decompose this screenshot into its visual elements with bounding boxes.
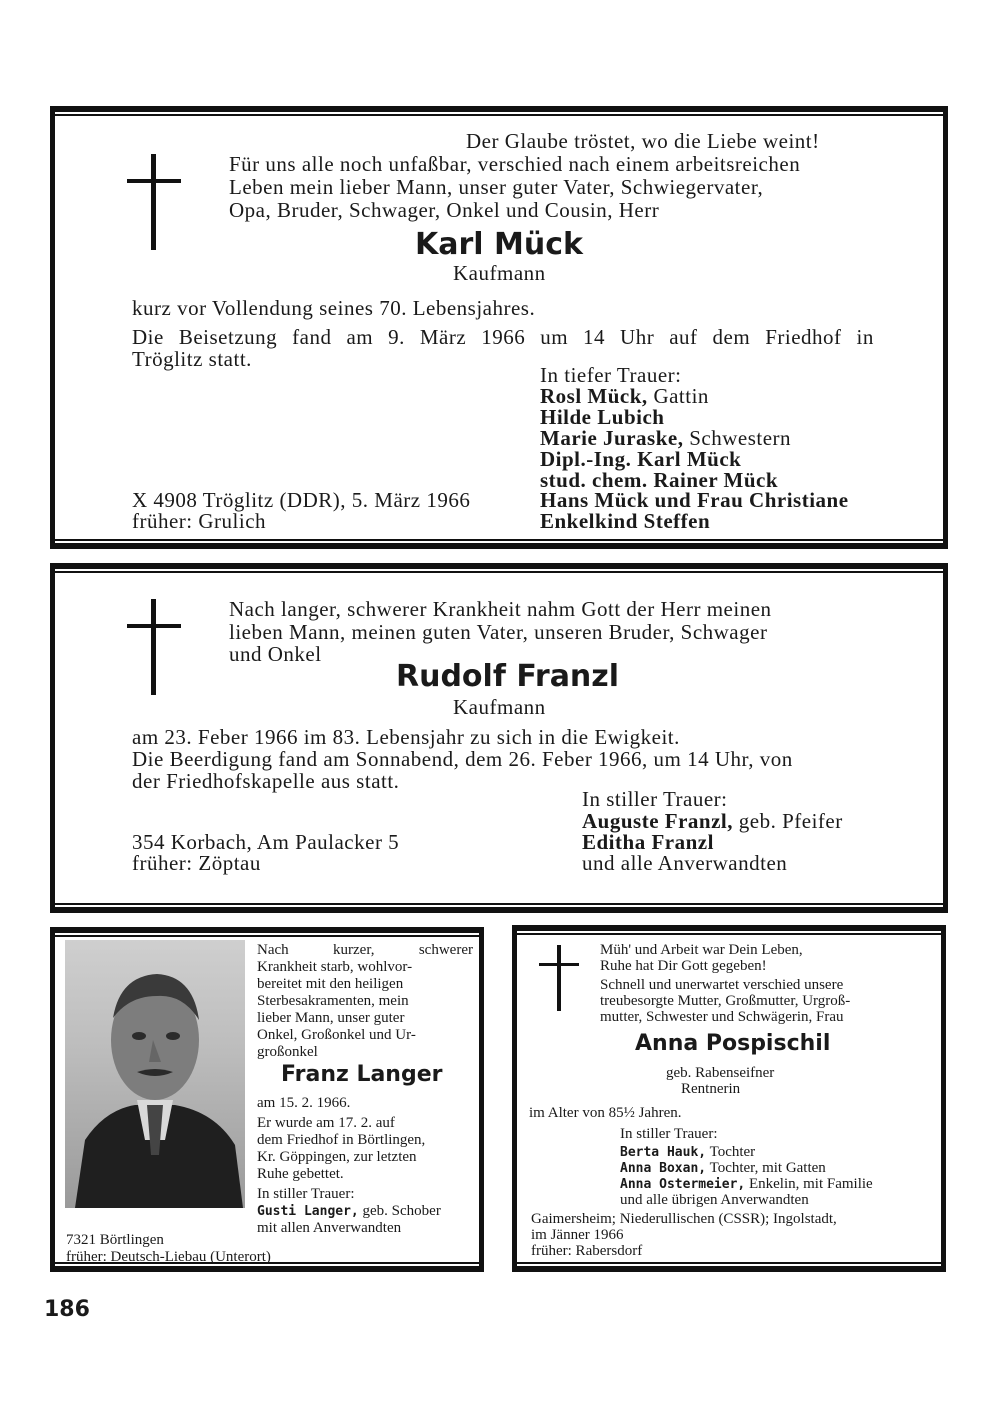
top-rule-thin <box>517 933 941 935</box>
portrait-figure <box>65 940 245 1208</box>
mourner <box>620 1192 809 1208</box>
word: 9. <box>388 325 405 349</box>
mourner-name: Editha Franzl <box>582 830 714 854</box>
word: dem <box>712 325 751 349</box>
places-line: Gaimersheim; Niederullischen (CSSR); Ingolstadt, <box>531 1211 837 1227</box>
deceased-name: Karl Mück <box>415 227 583 262</box>
verse-line: Müh' und Arbeit war Dein Leben, <box>600 942 803 958</box>
text-line <box>257 942 473 958</box>
mourner-name: Marie Juraske, <box>540 426 684 450</box>
place-date: X 4908 Tröglitz (DDR), 5. März 1966 <box>132 488 471 512</box>
word: fand <box>292 325 332 349</box>
burial-line: Kr. Göppingen, zur letzten <box>257 1149 417 1165</box>
top-rule <box>55 927 479 933</box>
intro-line: lieben Mann, meinen guten Vater, unseren Bruder, Schwager <box>229 620 768 644</box>
burial-line: Ruhe gebettet. <box>257 1166 344 1182</box>
mourner-name: stud. chem. Rainer Mück <box>540 468 779 492</box>
bottom-rule <box>517 1266 941 1272</box>
mourner-relation: geb. Pfeifer <box>733 809 843 833</box>
top-rule-thin <box>55 571 943 573</box>
cross-icon <box>127 154 181 250</box>
mourner-name: Anna Boxan, <box>620 1161 707 1176</box>
notice-franz-langer <box>50 927 484 1272</box>
detail-line: Die Beerdigung fand am Sonnabend, dem 26. Feber 1966, um 14 Uhr, von <box>132 747 793 771</box>
word: Friedhof <box>765 325 842 349</box>
former-residence: früher: Grulich <box>132 509 267 533</box>
notice-rudolf-franzl <box>50 563 948 913</box>
mourner-relation: Tochter, mit Gatten <box>706 1160 826 1176</box>
bottom-rule <box>55 543 943 549</box>
cross-icon <box>539 945 579 1011</box>
mourner <box>540 489 849 511</box>
text-line: bereitet mit den heiligen <box>257 976 404 992</box>
text-line: großonkel <box>257 1044 318 1060</box>
line-text: Nach <box>257 942 289 958</box>
intro-line: Für uns alle noch unfaßbar, verschied nach einem arbeitsreichen <box>229 152 801 176</box>
date-line: am 15. 2. 1966. <box>257 1095 351 1111</box>
deceased-name: Franz Langer <box>281 1062 443 1087</box>
age-line: im Alter von 85½ Jahren. <box>529 1105 682 1121</box>
maiden-name: geb. Rabenseifner <box>666 1065 775 1081</box>
mourner <box>257 1203 441 1220</box>
place: 7321 Börtlingen <box>66 1232 164 1248</box>
mourner-name: Berta Hauk, <box>620 1145 707 1160</box>
mourning-label: In tiefer Trauer: <box>540 363 682 387</box>
burial-line: Tröglitz statt. <box>132 347 252 371</box>
burial-line <box>132 326 874 348</box>
intro-line: Schnell und unerwartet verschied unsere <box>600 977 844 993</box>
deceased-name: Anna Pospischil <box>635 1031 831 1056</box>
top-rule-thin <box>55 935 479 937</box>
top-rule <box>55 563 943 569</box>
text-line: Krankheit starb, wohlvor- <box>257 959 413 975</box>
intro-line: Opa, Bruder, Schwager, Onkel und Cousin, Herr <box>229 198 660 222</box>
with-relatives: mit allen Anverwandten <box>257 1220 402 1236</box>
text-line: Onkel, Großonkel und Ur- <box>257 1027 416 1043</box>
mourner <box>540 385 709 407</box>
motto: Der Glaube tröstet, wo die Liebe weint! <box>466 129 820 153</box>
line-justified <box>257 942 473 958</box>
mourner <box>620 1160 826 1177</box>
mourner <box>620 1144 755 1161</box>
word: kurzer, <box>333 942 375 958</box>
mourner-relation: und alle übrigen Anverwandten <box>620 1192 809 1208</box>
burial-line-justified <box>132 326 874 348</box>
word: am <box>346 325 374 349</box>
word: um <box>540 325 569 349</box>
mourner-name: Enkelkind Steffen <box>540 509 711 533</box>
text-line: Sterbesakramenten, mein <box>257 993 409 1009</box>
mourner <box>540 448 741 470</box>
mourner-name: Auguste Franzl, <box>582 809 733 833</box>
bottom-rule-thin <box>55 903 943 905</box>
mourner-name: Gusti Langer, <box>257 1204 359 1219</box>
top-rule <box>517 925 941 931</box>
word: 1966 <box>481 325 526 349</box>
mourning-label: In stiller Trauer: <box>582 787 728 811</box>
intro-line: mutter, Schwester und Schwägerin, Frau <box>600 1009 844 1025</box>
mourner-relation: Enkelin, mit Familie <box>745 1176 873 1192</box>
mourner-name: Rosl Mück, <box>540 384 648 408</box>
mourner-name: Anna Ostermeier, <box>620 1177 746 1192</box>
word: Beisetzung <box>178 325 278 349</box>
bottom-rule-thin <box>517 1262 941 1264</box>
cross-icon <box>127 599 181 695</box>
word: 14 <box>583 325 606 349</box>
burial-line: Er wurde am 17. 2. auf <box>257 1115 395 1131</box>
portrait-photo <box>65 940 245 1208</box>
mourner <box>582 831 714 853</box>
occupation: Kaufmann <box>453 695 546 719</box>
text-line: lieber Mann, unser guter <box>257 1010 405 1026</box>
former-residence: früher: Zöptau <box>132 851 261 875</box>
mourning-label: In stiller Trauer: <box>620 1126 718 1142</box>
detail-line: der Friedhofskapelle aus statt. <box>132 769 400 793</box>
word: auf <box>669 325 698 349</box>
mourner <box>540 406 664 428</box>
word: schwerer <box>418 942 473 958</box>
mourner <box>540 427 791 449</box>
deceased-name: Rudolf Franzl <box>396 659 620 694</box>
intro-line: und Onkel <box>229 642 322 666</box>
top-rule <box>55 106 943 112</box>
mourner-name: Hans Mück und Frau Christiane <box>540 488 849 512</box>
mourner-name: Hilde Lubich <box>540 405 665 429</box>
bottom-rule-thin <box>55 539 943 541</box>
word: Uhr <box>620 325 655 349</box>
notice-anna-pospischil <box>512 925 946 1272</box>
mourner-relation: Gattin <box>647 384 709 408</box>
mourning-label: In stiller Trauer: <box>257 1186 355 1202</box>
top-rule-thin <box>55 114 943 116</box>
page-number: 186 <box>44 1297 90 1322</box>
occupation: Rentnerin <box>681 1081 741 1097</box>
intro-line: Leben mein lieber Mann, unser guter Vater, Schwiegervater, <box>229 175 764 199</box>
mourner <box>620 1176 873 1193</box>
word: März <box>419 325 467 349</box>
age-line: kurz vor Vollendung seines 70. Lebensjahres. <box>132 296 536 320</box>
detail-line: am 23. Feber 1966 im 83. Lebensjahr zu sich in die Ewigkeit. <box>132 725 680 749</box>
mourner-relation: Tochter <box>706 1144 756 1160</box>
occupation: Kaufmann <box>453 261 546 285</box>
former-residence: früher: Rabersdorf <box>531 1243 643 1259</box>
mourner-relation: Schwestern <box>683 426 792 450</box>
word: in <box>856 325 874 349</box>
bottom-rule <box>55 907 943 913</box>
mourner <box>582 852 787 874</box>
former-residence: früher: Deutsch-Liebau (Unterort) <box>66 1249 271 1265</box>
mourner <box>582 810 843 832</box>
address: 354 Korbach, Am Paulacker 5 <box>132 830 400 854</box>
bottom-rule <box>55 1266 479 1272</box>
places-line: im Jänner 1966 <box>531 1227 624 1243</box>
verse-line: Ruhe hat Dir Gott gegeben! <box>600 958 767 974</box>
intro-line: treubesorgte Mutter, Großmutter, Urgroß- <box>600 993 851 1009</box>
mourner <box>540 510 710 532</box>
burial-text: Die <box>132 325 164 349</box>
mourner-relation: und alle Anverwandten <box>582 851 788 875</box>
mourner-name: Dipl.-Ing. Karl Mück <box>540 447 742 471</box>
notice-karl-mueck <box>50 106 948 549</box>
mourner-rest: geb. Schober <box>358 1203 441 1219</box>
burial-line: dem Friedhof in Börtlingen, <box>257 1132 426 1148</box>
intro-line: Nach langer, schwerer Krankheit nahm Gott der Herr meinen <box>229 597 772 621</box>
